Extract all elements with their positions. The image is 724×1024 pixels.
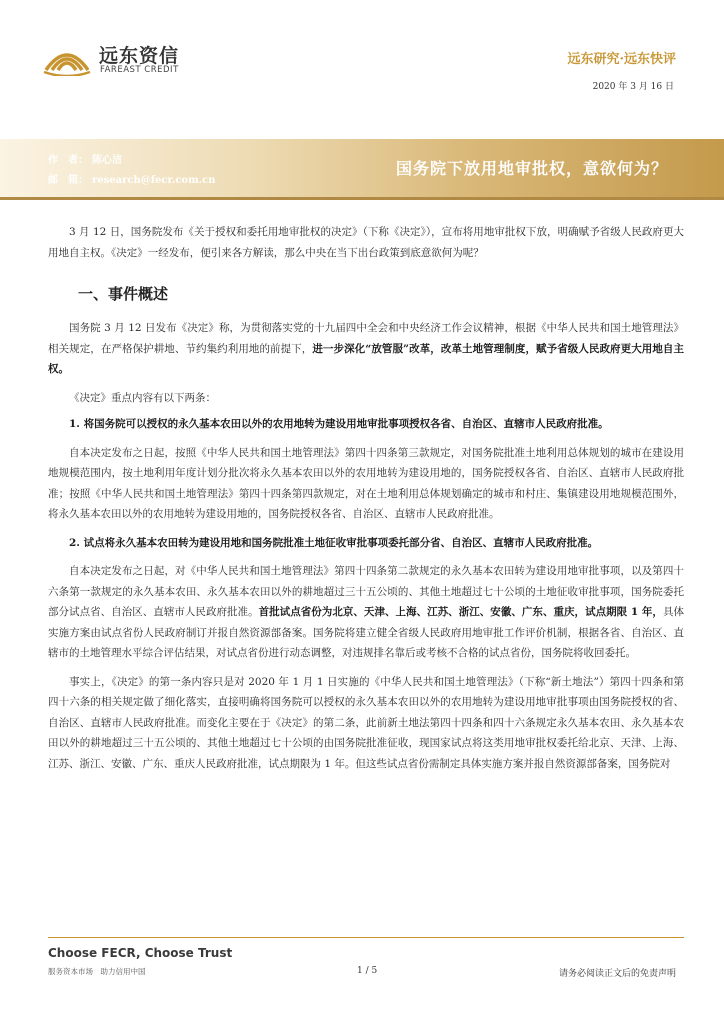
footer-subslogan: 服务资本市场 助力信用中国: [48, 967, 146, 976]
logo-name-en: FAREAST CREDIT: [100, 65, 179, 75]
banner-divider: [0, 197, 724, 200]
fareast-logo-icon: [42, 42, 92, 76]
author-row: [48, 151, 122, 166]
event-text-bold: 进一步深化“放管服”改革，改革土地管理制度，赋予省级人民政府更大用地自主权。: [48, 342, 685, 375]
logo-name-cn: 远东资信: [99, 45, 180, 67]
email-address[interactable]: research@fecr.com.cn: [92, 175, 216, 186]
title-banner: [0, 139, 724, 197]
article-body: [48, 222, 684, 774]
item-2-heading: 2. 试点将永久基本农田转为建设用地和国务院批准土地征收审批事项委托部分省、自治区、直辖市人民政府批准。: [69, 536, 599, 549]
item-2-text-b: 具体实施方案由试点省份人民政府制订并报自然资源部备案。国务院将建立健全省级人民政府用地审批工作评价机制，根据各省、自治区、直辖市的土地管理水平综合评估结果，对试点省份进行动态调整，对违规排名靠后或考核不合格的试点省份，国务院将收回委托。: [48, 606, 684, 659]
report-series: 远东研究·远东快评: [567, 52, 676, 67]
company-logo: [42, 40, 212, 76]
item-2-text-bold: 首批试点省份为北京、天津、上海、江苏、浙江、安徽、广东、重庆，试点期限 1 年，: [258, 606, 663, 618]
disclaimer-note: 请务必阅读正文后的免责声明: [558, 969, 676, 979]
page-number: 1 / 5: [357, 966, 378, 976]
event-text: 国务院 3 月 12 日发布《决定》称，为贯彻落实党的十九届四中全会和中央经济工作会议精神，根据《中华人民共和国土地管理法》相关规定，在严格保护耕地、节约集约利用地的前提下，: [48, 322, 684, 355]
section-heading: 一、事件概述: [78, 285, 169, 303]
item-2-text-a: 自本决定发布之日起，对《中华人民共和国土地管理法》第四十四条第二款规定的永久基本农田转为建设用地审批事项，以及第四十六条第一款规定的永久基本农田、永久基本农田以外的耕地超过三十五公顷的、其他土地超过七十公顷的土地征收审批事项，国务院委托部分试点省、自治区、直辖市人民政府批准。: [48, 565, 684, 618]
footer-divider: [48, 937, 684, 938]
report-title: 国务院下放用地审批权，意欲何为？: [395, 159, 668, 178]
author-label: 作 者：: [48, 155, 88, 166]
key-points-intro: 《决定》重点内容有以下两条：: [69, 391, 216, 404]
item-2-body: [48, 561, 684, 664]
item-1-heading: 1. 将国务院可以授权的永久基本农田以外的农用地转为建设用地审批事项授权各省、自治区、直辖市人民政府批准。: [69, 418, 609, 430]
email-row: [48, 171, 216, 186]
intro-paragraph: 3 月 12 日，国务院发布《关于授权和委托用地审批权的决定》（下称《决定》），宣布将用地审批权下放，明确赋予省级人民政府更大用地自主权。《决定》一经发布，便引来各方解读，那么中央在当下出台政策到底意欲何为呢？: [48, 226, 684, 259]
analysis-paragraph: 事实上，《决定》的第一条内容只是对 2020 年 1 月 1 日实施的《中华人民共和国土地管理法》（下称“新土地法”）第四十四条和第四十六条的相关规定做了细化落实，直接明确将国务院可以授权的永久基本农田以外的农用地转为建设用地审批事项由国务院授权的省、自治区、直辖市人民政府批准。而变化主要在于《决定》的第二条，此前新土地法第四十四条和四十六条规定永久基本农田、永久基本农田以外的耕地超过三十五公顷的、其他土地超过七十公顷的由国务院批准征收，现国家试点将这类用地审批权委托给北京、天津、上海、江苏、浙江、安徽、广东、重庆人民政府批准，试点期限为 1 年。但这些试点省份需制定具体实施方案并报自然资源部备案，国务院对: [48, 675, 684, 770]
publish-date: 2020 年 3 月 16 日: [592, 82, 674, 92]
footer-slogan: Choose FECR, Choose Trust: [48, 946, 233, 960]
author-name: 陈心洁: [92, 155, 122, 166]
item-1-body: 自本决定发布之日起，按照《中华人民共和国土地管理法》第四十四条第三款规定，对国务院批准土地利用总体规划的城市在建设用地规模范围内，按土地利用年度计划分批次将永久基本农田以外的农用地转为建设用地的，国务院授权各省、自治区、直辖市人民政府批准；按照《中华人民共和国土地管理法》第四十四条第四款规定，对在土地利用总体规划确定的城市和村庄、集镇建设用地规模范围外，将永久基本农田以外的农用地转为建设用地的，国务院授权各省、自治区、直辖市人民政府批准。: [48, 446, 684, 520]
email-label: 邮 箱：: [48, 175, 88, 186]
event-paragraph: [48, 318, 684, 380]
